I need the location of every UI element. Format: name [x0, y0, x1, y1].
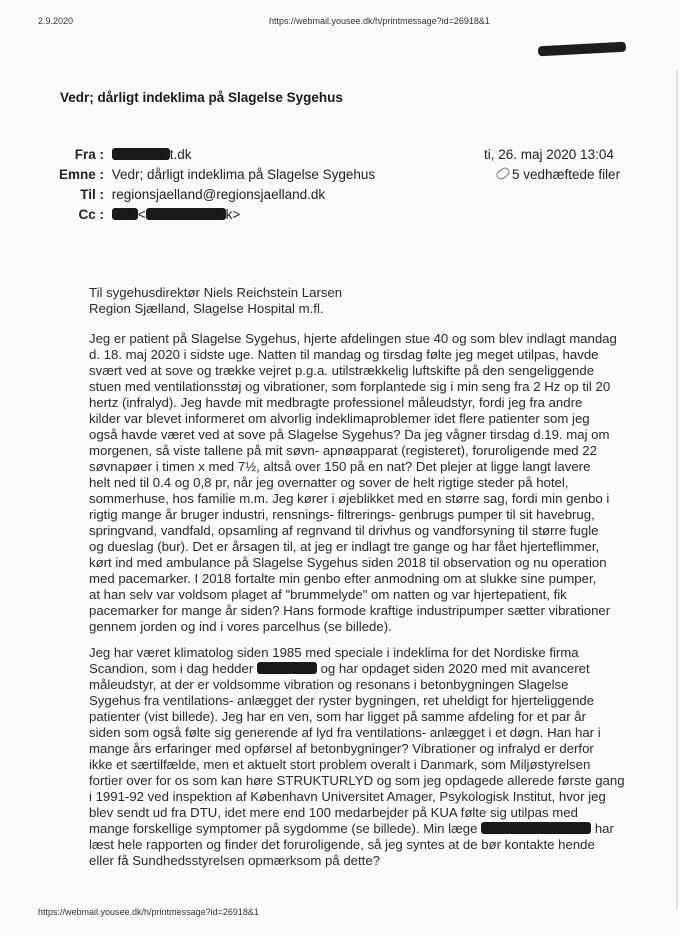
text-line: og dueslag (bur). Det er årsagen til, at jeg er indlagt tre gange og har fået hjerteflimmer,	[89, 539, 600, 554]
text-fragment: mange forskellige symptomer på sygdomme (se billede). Min læge	[89, 821, 478, 836]
redacted-cc-address	[146, 208, 226, 220]
redacted-doctor-name	[481, 822, 591, 834]
cc-label: Cc :	[78, 207, 104, 222]
from-suffix: t.dk	[169, 147, 192, 162]
text-line: mange års erfaringer med opførsel af betonbygninger? Vibrationer og infralyd er derfor	[89, 741, 594, 756]
text-line: rigtig mange år bruger industri, rensnings- filtrerings- genbrugs pumper til sit havebrug,	[89, 507, 595, 522]
sent-timestamp: ti, 26. maj 2020 13:04	[484, 147, 614, 162]
cc-row	[60, 207, 240, 222]
text-line: måleudstyr, at der er voldsomme vibration og resonans i betonbygningen Slagelse	[89, 677, 569, 692]
redacted-cc-name	[112, 208, 138, 220]
text-line: d. 18. maj 2020 i sidste uge. Natten til mandag og tirsdag følte jeg meget utilpas, havde	[89, 347, 599, 362]
paperclip-icon	[495, 166, 512, 181]
text-fragment: og har opdaget siden 2020 med mit avanceret	[320, 661, 590, 676]
subject-label: Emne :	[58, 167, 104, 182]
text-line: kørt ind med ambulance på Slagelse Sygehus siden 2018 til observation og nu operation	[89, 555, 607, 570]
text-line: også havde været ved at sove på Slagelse Sygehus? Da jeg vågner tirsdag d.19. maj om	[89, 427, 610, 442]
subject-value: Vedr; dårligt indeklima på Slagelse Sygehus	[111, 167, 376, 182]
text-line: søvnapøer i timen x med 7½, altså over 150 på en nat? Det plejer at ligge langt lavere	[89, 459, 591, 474]
to-label: Til :	[80, 187, 104, 202]
print-url-footer: https://webmail.yousee.dk/h/printmessage?id=26918&1	[38, 907, 259, 917]
text-line: fortier over for os som kan høre STRUKTURLYD og som jeg opdagede allerede første gang	[89, 773, 625, 788]
redacted-account-name	[538, 42, 626, 57]
text-line: helt ned til 0.4 og 0,8 pr, når jeg overnatter og sover de helt rigtige steder på hotel,	[89, 475, 569, 490]
redacted-sender	[112, 148, 170, 160]
text-line: Jeg er patient på Slagelse Sygehus, hjerte afdelingen stue 40 og som blev indlagt mandag	[89, 331, 617, 346]
text-line: med pacemarker. I 2018 fortalte min genbo efter anmodning om at slukke sine pumper,	[89, 571, 597, 586]
text-line: svært ved at sove og trække vejret p.g.a. utilstrækkelig luftskifte på den sengeliggende	[89, 363, 595, 378]
redacted-company-name	[257, 662, 317, 674]
text-line: sommerhuse, hos familie m.m. Jeg kører i øjeblikket med en større sag, fordi min genbo i	[89, 491, 610, 506]
text-line: Jeg har været klimatolog siden 1985 med speciale i indeklima for det Nordiske firma	[89, 645, 579, 660]
text-line: ikke et særtilfælde, men et aktuelt stort problem overalt i Danmark, som Miljøstyrelsen	[89, 757, 591, 772]
text-line: pacemarker for mange år siden? Hans formode kraftige industripumper sætter vibrationer	[89, 603, 611, 618]
text-line: i 1991-92 ved inspektion af København Universitet Amager, Psykologisk Institut, hvor jeg	[89, 789, 606, 804]
email-title: Vedr; dårligt indeklima på Slagelse Sygehus	[60, 90, 343, 105]
from-label: Fra :	[74, 147, 104, 162]
attachments-link[interactable]	[496, 167, 620, 182]
text-line	[89, 821, 649, 837]
text-line: eller få Sundhedsstyrelsen opmærksom på dette?	[89, 853, 381, 868]
attachments-label: 5 vedhæftede filer	[512, 167, 621, 182]
page-edge-shadow	[676, 70, 678, 910]
greeting-line: Region Sjælland, Slagelse Hospital m.fl.	[89, 301, 324, 316]
from-row	[60, 147, 192, 162]
text-line: gennem jorden og ind i vores parcelhus (se billede).	[89, 619, 392, 634]
greeting	[89, 285, 649, 317]
subject-row	[60, 167, 375, 182]
text-line: hertz (infralyd). Jeg havde mit medbragte professionel måleudstyr, fordi jeg fra andre	[89, 395, 583, 410]
to-row	[60, 187, 325, 202]
paragraph-1	[89, 331, 649, 635]
print-url-header: https://webmail.yousee.dk/h/printmessage?id=26918&1	[269, 16, 490, 26]
print-date: 2.9.2020	[38, 16, 74, 26]
cc-open: <	[137, 207, 146, 222]
greeting-line: Til sygehusdirektør Niels Reichstein Larsen	[89, 285, 343, 300]
text-line: stuen med ventilationsstøj og vibrationer, som forplantede sig i min seng fra 2 Hz op til 20	[89, 379, 611, 394]
text-line: patienter (vist billede). Jeg har en ven, som har ligget på samme afdeling for et par år	[89, 709, 586, 724]
text-line: Sygehus fra ventilations- anlægget der ryster bygningen, ret uheldigt for hjerteliggende	[89, 693, 595, 708]
text-fragment: Scandion, som i dag hedder	[89, 661, 254, 676]
paragraph-2	[89, 645, 649, 869]
text-line: læst hele rapporten og finder det foruroligende, så jeg syntes at de bør kontakte hende	[89, 837, 595, 852]
text-line: blev sendt ud fra DTU, idet mere end 100 medarbejder på KUA følte sig utilpas med	[89, 805, 578, 820]
text-line: at han selv var voldsom plaget af "brummelyde" om natten og var hjertepatient, fik	[89, 587, 567, 602]
text-fragment: har	[594, 821, 614, 836]
text-line	[89, 661, 649, 677]
text-line: siden som også følte sig generende af lyd fra ventilations- anlægget i et døgn. Han har i	[89, 725, 601, 740]
to-value: regionsjaelland@regionsjaelland.dk	[111, 187, 326, 202]
cc-close: k>	[225, 207, 241, 222]
text-line: kilder var blevet informeret om alvorlig indeklimaproblemer idet flere patienter som jeg	[89, 411, 590, 426]
text-line: morgenen, så viste tallene på mit søvn- apnøapparat (registeret), foruroligende med 22	[89, 443, 597, 458]
text-line: springvand, vandfald, opsamling af regnvand til drivhus og vandforsyning til større fugle	[89, 523, 599, 538]
